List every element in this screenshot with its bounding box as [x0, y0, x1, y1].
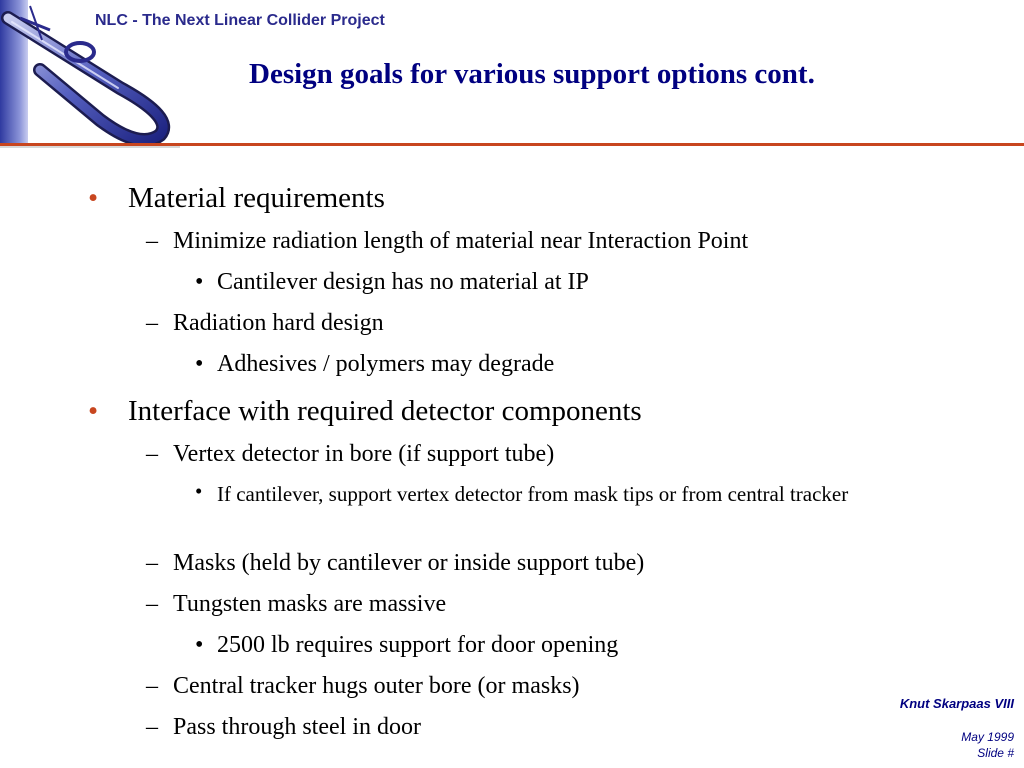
sub-sub-bullet-item: Cantilever design has no material at IP: [217, 269, 589, 295]
sub-bullet-marker: –: [146, 310, 158, 336]
sub-sub-bullet-item: If cantilever, support vertex detector from mask tips or from central tracker: [217, 482, 849, 506]
sub-bullet-marker: –: [146, 441, 158, 467]
sub-bullet-item: Tungsten masks are massive: [173, 591, 447, 617]
bullet-item: Interface with required detector components: [128, 395, 642, 427]
sub-sub-bullet-marker: •: [195, 632, 204, 658]
sub-bullet-item: Central tracker hugs outer bore (or masks): [173, 673, 580, 699]
sub-bullet-marker: –: [146, 714, 158, 740]
sub-bullet-item: Masks (held by cantilever or inside support tube): [173, 550, 645, 576]
sub-bullet-item: Minimize radiation length of material near Interaction Point: [173, 228, 749, 254]
project-header: NLC - The Next Linear Collider Project: [95, 12, 385, 29]
sub-sub-bullet-marker: •: [195, 269, 204, 295]
sub-bullet-marker: –: [146, 228, 158, 254]
bullet-marker: •: [88, 395, 99, 427]
slide-title: Design goals for various support options cont.: [249, 58, 815, 90]
bullet-item: Material requirements: [128, 182, 385, 214]
footer-slide-number: Slide #: [977, 746, 1014, 760]
sub-bullet-marker: –: [146, 591, 158, 617]
sub-sub-bullet-marker: •: [195, 351, 204, 377]
sub-bullet-item: Pass through steel in door: [173, 714, 421, 740]
sub-sub-bullet-item: 2500 lb requires support for door opening: [217, 632, 619, 658]
sub-bullet-marker: –: [146, 673, 158, 699]
footer-date: May 1999: [961, 730, 1014, 744]
sub-sub-bullet-marker: •: [195, 479, 203, 503]
sub-bullet-item: Vertex detector in bore (if support tube): [173, 441, 555, 467]
sub-sub-bullet-item: Adhesives / polymers may degrade: [217, 351, 555, 377]
sub-bullet-marker: –: [146, 550, 158, 576]
footer-author: Knut Skarpaas VIII: [899, 696, 1014, 711]
bullet-marker: •: [88, 182, 99, 214]
sub-bullet-item: Radiation hard design: [173, 310, 384, 336]
